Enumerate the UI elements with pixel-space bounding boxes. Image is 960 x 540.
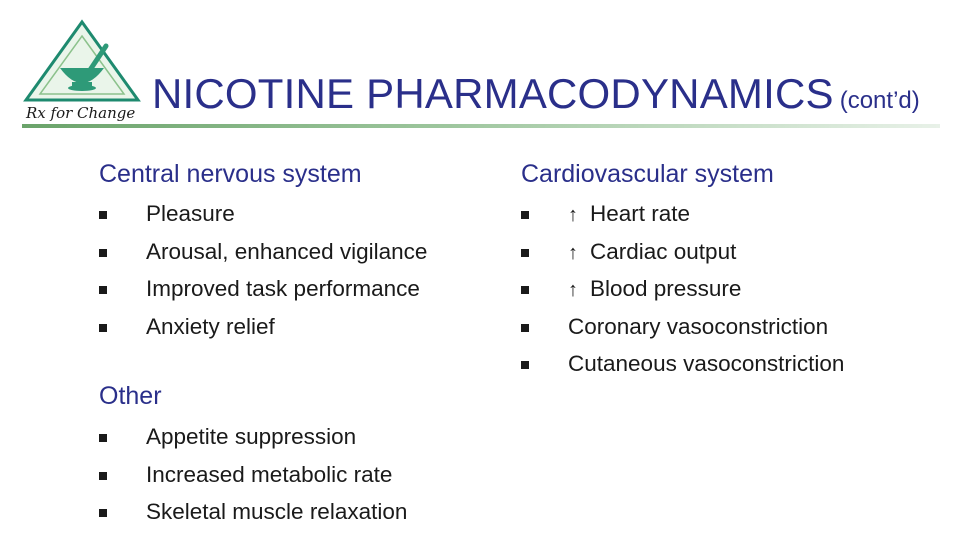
cardio-list bbox=[521, 195, 844, 383]
title-underline bbox=[22, 124, 940, 128]
cns-heading: Central nervous system bbox=[99, 160, 362, 188]
up-arrow-icon: ↑ bbox=[568, 279, 578, 302]
bullet bbox=[521, 286, 529, 294]
slide-title bbox=[152, 70, 920, 118]
list-item: Cutaneous vasoconstriction bbox=[521, 345, 844, 383]
cns-list bbox=[99, 195, 427, 345]
list-item: Appetite suppression bbox=[99, 418, 407, 456]
other-heading: Other bbox=[99, 382, 162, 410]
bullet bbox=[521, 211, 529, 219]
bullet bbox=[521, 361, 529, 369]
bullet bbox=[99, 211, 107, 219]
list-item: Pleasure bbox=[99, 195, 427, 233]
up-arrow-icon: ↑ bbox=[568, 241, 578, 264]
bullet bbox=[99, 249, 107, 257]
bullet bbox=[99, 286, 107, 294]
up-arrow-icon: ↑ bbox=[568, 204, 578, 226]
list-item: Increased metabolic rate bbox=[99, 456, 407, 494]
logo-text: Rx for Change bbox=[26, 104, 136, 122]
list-item: Arousal, enhanced vigilance bbox=[99, 233, 427, 271]
title-sub: (cont’d) bbox=[839, 87, 920, 114]
list-item: Anxiety relief bbox=[99, 308, 427, 346]
other-list bbox=[99, 418, 407, 531]
list-item: Improved task performance bbox=[99, 270, 427, 308]
bullet bbox=[521, 324, 529, 332]
bullet bbox=[99, 509, 107, 517]
list-item: ↑ Heart rate bbox=[521, 195, 844, 233]
rx-for-change-logo bbox=[22, 18, 142, 124]
list-item: ↑ Blood pressure bbox=[521, 270, 844, 308]
bullet bbox=[521, 249, 529, 257]
list-item: Skeletal muscle relaxation bbox=[99, 493, 407, 531]
cardio-heading: Cardiovascular system bbox=[521, 160, 774, 188]
bullet bbox=[99, 434, 107, 442]
title-main: NICOTINE PHARMACODYNAMICS bbox=[152, 70, 834, 117]
bullet bbox=[99, 472, 107, 480]
list-item: ↑ Cardiac output bbox=[521, 233, 844, 271]
list-item: Coronary vasoconstriction bbox=[521, 308, 844, 346]
bullet bbox=[99, 324, 107, 332]
